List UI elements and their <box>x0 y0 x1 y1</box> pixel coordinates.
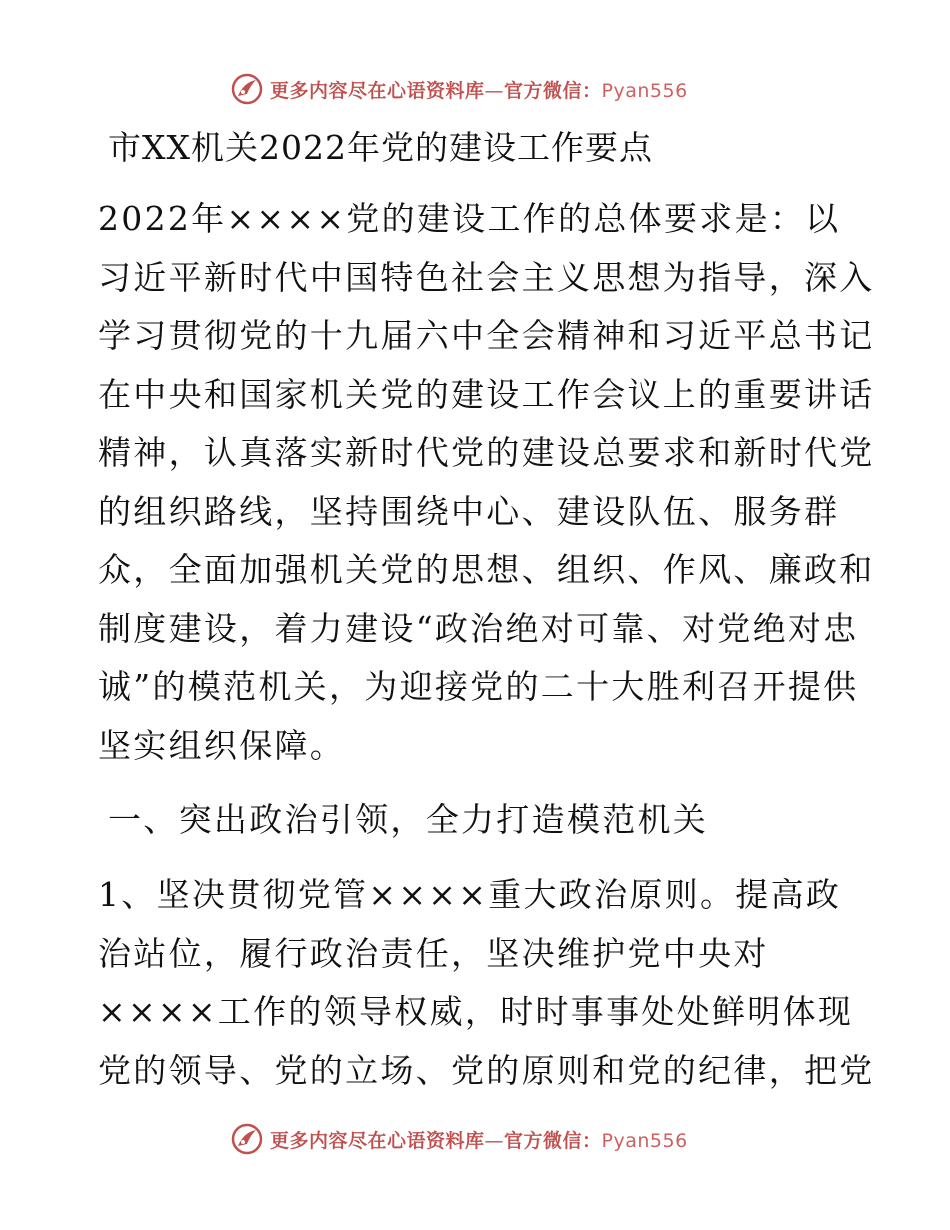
paragraph-line: 的组织路线，坚持围绕中心、建设队伍、服务群 <box>98 491 840 531</box>
paragraph-line: 在中央和国家机关党的建设工作会议上的重要讲话 <box>98 374 875 414</box>
document-title: 市XX机关2022年党的建设工作要点 <box>108 128 653 167</box>
paragraph-line: 坚实组织保障。 <box>98 725 346 765</box>
paragraph-line: 诚”的模范机关，为迎接党的二十大胜利召开提供 <box>98 667 859 706</box>
paragraph-line: 习近平新时代中国特色社会主义思想为指导，深入 <box>98 257 875 297</box>
watermark-footer <box>230 1122 688 1156</box>
paragraph-line: 学习贯彻党的十九届六中全会精神和习近平总书记 <box>98 316 875 355</box>
watermark-text: 更多内容尽在心语资料库—官方微信：Pyan556 <box>270 1129 688 1152</box>
watermark-text: 更多内容尽在心语资料库—官方微信：Pyan556 <box>270 79 688 102</box>
paragraph-line: 精神，认真落实新时代党的建设总要求和新时代党 <box>98 433 875 472</box>
paragraph-line: 制度建设，着力建设“政治绝对可靠、对党绝对忠 <box>98 608 859 648</box>
pen-logo-icon <box>230 1122 264 1156</box>
paragraph-line: 1、坚决贯彻党管××××重大政治原则。提高政 <box>98 875 842 914</box>
pen-logo-icon <box>230 72 264 106</box>
watermark-header <box>230 72 688 106</box>
intro-paragraph <box>98 190 875 775</box>
paragraph-line: 治站位，履行政治责任，坚决维护党中央对 <box>98 933 769 973</box>
paragraph-line: 众，全面加强机关党的思想、组织、作风、廉政和 <box>98 550 875 589</box>
section-heading: 一、突出政治引领，全力打造模范机关 <box>108 800 709 839</box>
item-paragraph <box>98 866 875 1100</box>
paragraph-line: 党的领导、党的立场、党的原则和党的纪律，把党 <box>98 1050 875 1090</box>
paragraph-line: ××××工作的领导权威，时时事事处处鲜明体现 <box>98 992 854 1031</box>
paragraph-line: 2022年××××党的建设工作的总体要求是：以 <box>98 199 841 238</box>
